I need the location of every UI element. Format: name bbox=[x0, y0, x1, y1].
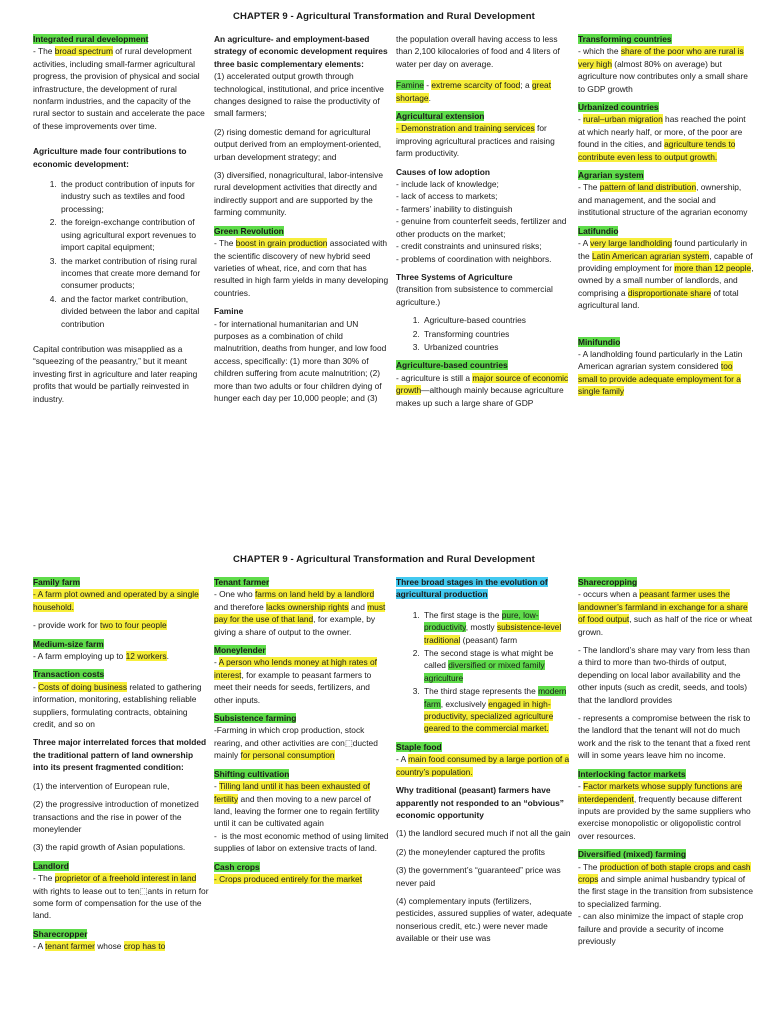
heading-landlord: Landlord bbox=[33, 860, 69, 871]
heading-agricultural-extension: Agricultural extension bbox=[396, 111, 485, 122]
list-item: - problems of coordination with neighbors. bbox=[396, 253, 552, 264]
page-title-2: CHAPTER 9 - Agricultural Transformation and Rural Development bbox=[233, 554, 535, 565]
list-item: - genuine from counterfeit seeds, fertilizer and other products on the market; bbox=[396, 216, 567, 239]
heading-agriculture-based-countries: Agriculture-based countries bbox=[396, 360, 508, 371]
list-item: 1. the product contribution of inputs for industry such as textiles and food processing; bbox=[59, 178, 209, 215]
heading-diversified-farming: Diversified (mixed) farming bbox=[578, 849, 686, 860]
capital-contribution-text: Capital contribution was misapplied as a “squeezing of the peasantry,” but it meant investing first in agriculture and later reaping profits that would be partially reinvested in industry. bbox=[33, 343, 198, 404]
diversified-note: - can also minimize the impact of staple crop failure and provide a security of income previously bbox=[578, 911, 744, 946]
family-farm-work: - provide work for two to four people bbox=[33, 620, 167, 631]
heading-tenant-farmer: Tenant farmer bbox=[214, 577, 270, 587]
list-item: 2. Transforming countries bbox=[422, 328, 572, 340]
definition-famine: - for international humanitarian and UN purposes as a combination of child malnutrition, deaths from hunger, and low food access, specifically: (1) more than 30% of children suffering from acute malnutrition; (2) more than two adults or four children dying of hunger each day per 10,000 people; and (3) bbox=[214, 318, 387, 403]
definition-agrarian: - The pattern of land distribution, ownership, and management, and the social and institutional structure of the agrarian economy bbox=[578, 182, 748, 218]
heading-integrated-rural-development: Integrated rural development bbox=[33, 34, 149, 44]
heading-moneylender: Moneylender bbox=[214, 645, 266, 656]
definition-family-farm: - A farm plot owned and operated by a single household. bbox=[33, 589, 199, 612]
definition-agricultural-extension: - Demonstration and training services for improving agricultural practices and raising farm productivity. bbox=[396, 123, 555, 159]
definition-integrated-rural-development: - The broad spectrum of rural development activities, including small-farmer agricultural progress, the provision of physical and social infrastructure, the development of rural nonfarm industries, and the capacity of the rural sector to sustain and accelerate the pace of these improvements over time. bbox=[33, 46, 205, 131]
heading-urbanized-countries: Urbanized countries bbox=[578, 102, 659, 113]
definition-latifundio: - A very large landholding found particularly in the Latin American agrarian system, capable of providing employment for more than 12 people, owned by a small number of landlords, and comprising a disproportionate share of total agricultural land. bbox=[578, 238, 754, 311]
definition-interlocking: - Factor markets whose supply functions are interdependent, frequently because different inputs are provided by the same suppliers who exercise monopolistic or oligopolistic control over resources. bbox=[578, 781, 751, 841]
definition-shifting: - Tilling land until it has been exhausted of fertility and then moving to a new parcel of land, leaving the former one to regain fertility until it can be cultivated again bbox=[214, 781, 380, 829]
heading-three-systems: Three Systems of Agriculture bbox=[396, 271, 513, 282]
definition-urbanized: - rural–urban migration has reached the point at which nearly half, or more, of the poor are found in the cities, and agriculture tends to contribute even less to output growth. bbox=[578, 114, 746, 162]
definition-sharecropper: - A tenant farmer whose crop has to bbox=[33, 941, 166, 952]
heading-four-contributions: Agriculture made four contributions to economic development: bbox=[33, 146, 187, 169]
force-2: (2) the progressive introduction of monetized transactions and the rise in power of the moneylender bbox=[33, 799, 199, 834]
column-2 bbox=[214, 576, 390, 891]
definition-minifundio: - A landholding found particularly in the Latin American agrarian system considered too small to provide adequate employment for a single family bbox=[578, 348, 743, 397]
heading-famine: Famine bbox=[214, 306, 244, 317]
list-item: 1. Agriculture-based countries bbox=[422, 314, 572, 326]
heading-transforming-countries: Transforming countries bbox=[578, 34, 672, 44]
definition-famine-2: Famine - extreme scarcity of food; a great shortage. bbox=[396, 80, 552, 103]
definition-subsistence: -Farming in which crop production, stock rearing, and other activities are con⬚ducted mainly for personal consumption bbox=[214, 725, 378, 761]
column-1 bbox=[33, 33, 209, 411]
reason-1: (1) the landlord secured much if not all the gain bbox=[396, 828, 571, 839]
heading-latifundio: Latifundio bbox=[578, 225, 619, 236]
heading-family-farm: Family farm bbox=[33, 577, 81, 587]
list-item: - lack of access to markets; bbox=[396, 191, 498, 202]
list-item: 2. the foreign-exchange contribution of using agricultural export revenues to import capital equipment; bbox=[59, 216, 209, 253]
element-3: (3) diversified, nonagricultural, labor-intensive rural development activities that directly and indirectly support and are supported by the farming community. bbox=[214, 170, 383, 218]
definition-cash-crops: - Crops produced entirely for the market bbox=[214, 873, 363, 884]
column-4 bbox=[578, 33, 754, 404]
definition-sharecropping: - occurs when a peasant farmer uses the landowner’s farmland in exchange for a share of food output, such as half of the rice or wheat grown. bbox=[578, 589, 753, 637]
heading-staple-food: Staple food bbox=[396, 741, 442, 752]
list-item: 3. Urbanized countries bbox=[422, 341, 572, 353]
heading-causes-low-adoption: Causes of low adoption bbox=[396, 166, 490, 177]
heading-subsistence-farming: Subsistence farming bbox=[214, 713, 297, 724]
definition-landlord: - The proprietor of a freehold interest in land with rights to lease out to ten⬚ants in return for some form of compensation for the use of the land. bbox=[33, 873, 209, 921]
definition-green-revolution: - The boost in grain production associated with the scientific discovery of new hybrid seed varieties of wheat, rice, and corn that has resulted in high farm yields in many developing countries. bbox=[214, 238, 389, 298]
heading-minifundio: Minifundio bbox=[578, 336, 621, 347]
force-1: (1) the intervention of European rule, bbox=[33, 780, 170, 791]
definition-medium-farm: - A farm employing up to 12 workers. bbox=[33, 651, 169, 662]
definition-diversified: - The production of both staple crops and cash crops and simple animal husbandry typical of the first stage in the transition from subsistence to specialized farming. bbox=[578, 861, 754, 909]
sharecropping-share: - The landlord’s share may vary from less than a third to more than two-thirds of output, depending on local labor availability and the other inputs (such as credit, seeds, and tools) that the landlord provides bbox=[578, 645, 750, 705]
column-3 bbox=[396, 576, 572, 951]
heading-agrarian-system: Agrarian system bbox=[578, 170, 644, 181]
contributions-list bbox=[33, 178, 209, 330]
list-item: 2. The second stage is what might be called diversified or mixed family agriculture bbox=[422, 647, 572, 684]
heading-three-forces: Three major interrelated forces that molded the traditional pattern of land ownership into its present fragmented condition: bbox=[33, 737, 207, 773]
three-systems-subtitle: (transition from subsistence to commercial agriculture.) bbox=[396, 284, 553, 307]
famine-continued: the population overall having access to less than 2,100 kilocalories of food and 4 liters of water per day on average. bbox=[396, 34, 560, 69]
heading-shifting-cultivation: Shifting cultivation bbox=[214, 768, 290, 779]
shifting-note: - is the most economic method of using limited supplies of labor on extensive tracts of land. bbox=[214, 830, 389, 854]
definition-transforming: - which the share of the poor who are rural is very high (almost 80% on average) but agriculture now contributes only a small share to GDP growth bbox=[578, 46, 748, 94]
reason-2: (2) the moneylender captured the profits bbox=[396, 846, 545, 857]
column-4 bbox=[578, 576, 754, 953]
heading-sharecropper: Sharecropper bbox=[33, 928, 88, 939]
list-item: 3. the market contribution of rising rural incomes that create more demand for consumer products; bbox=[59, 255, 209, 292]
heading-interlocking-factor-markets: Interlocking factor markets bbox=[578, 768, 686, 779]
heading-medium-size-farm: Medium-size farm bbox=[33, 638, 104, 649]
heading-sharecropping: Sharecropping bbox=[578, 577, 638, 587]
list-item: 3. The third stage represents the modern farm, exclusively engaged in high-productivity, specialized agriculture geared to the commercial market. bbox=[422, 685, 572, 735]
heading-three-stages: Three broad stages in the evolution of agricultural production bbox=[396, 577, 548, 600]
column-2 bbox=[214, 33, 390, 410]
definition-tenant-farmer: - One who farms on land held by a landlord and therefore lacks ownership rights and must pay for the use of that land, for example, by giving a share of output to the owner. bbox=[214, 589, 386, 637]
list-item: - credit constraints and uninsured risks; bbox=[396, 241, 542, 252]
heading-green-revolution: Green Revolution bbox=[214, 225, 284, 236]
list-item: 4. and the factor market contribution, divided between the labor and capital contribution bbox=[59, 293, 209, 330]
element-2: (2) rising domestic demand for agricultural output derived from an employment-oriented, urban development strategy; and bbox=[214, 126, 382, 162]
definition-staple-food: - A main food consumed by a large portion of a country’s population. bbox=[396, 754, 570, 777]
systems-list bbox=[396, 314, 572, 353]
list-item: - include lack of knowledge; bbox=[396, 179, 499, 190]
list-item: 1. The first stage is the pure, low-productivity, mostly subsistence-level traditional (peasant) farm bbox=[422, 609, 572, 646]
element-1: (1) accelerated output growth through technological, institutional, and price incentive changes designed to raise the productivity of small farmers; bbox=[214, 71, 384, 119]
list-item: - farmers’ inability to distinguish bbox=[396, 203, 513, 214]
column-3 bbox=[396, 33, 572, 415]
definition-transaction-costs: - Costs of doing business related to gathering information, monitoring, establishing reliable suppliers, formulating contracts, obtaining credit, and so on bbox=[33, 681, 202, 730]
definition-agriculture-based: - agriculture is still a major source of economic growth—although mainly because agriculture makes up such a large share of GDP bbox=[396, 372, 569, 408]
force-3: (3) the rapid growth of Asian populations. bbox=[33, 842, 186, 853]
sharecropping-compromise: - represents a compromise between the risk to the landlord that the tenant will not do much work and the risk to the tenant that a fixed rent will in some years leave him no income. bbox=[578, 713, 751, 761]
causes-list bbox=[396, 178, 572, 265]
heading-strategy: An agriculture- and employment-based strategy of economic development requires three basic complementary elements: bbox=[214, 34, 388, 69]
heading-transaction-costs: Transaction costs bbox=[33, 669, 105, 680]
column-1 bbox=[33, 576, 209, 959]
stages-list bbox=[396, 609, 572, 735]
heading-cash-crops: Cash crops bbox=[214, 861, 260, 872]
page-title: CHAPTER 9 - Agricultural Transformation and Rural Development bbox=[233, 11, 535, 22]
definition-moneylender: - A person who lends money at high rates of interest, for example to peasant farmers to meet their needs for seeds, fertilizers, and other inputs. bbox=[214, 657, 377, 705]
reason-4: (4) complementary inputs (fertilizers, pesticides, assured supplies of water, adequate nonserious credit, etc.) were never made available or their use was bbox=[396, 895, 572, 944]
heading-why-traditional: Why traditional (peasant) farmers have apparently not responded to an “obvious” economic opportunity bbox=[396, 785, 564, 820]
reason-3: (3) the government’s “guaranteed” price was never paid bbox=[396, 865, 561, 888]
